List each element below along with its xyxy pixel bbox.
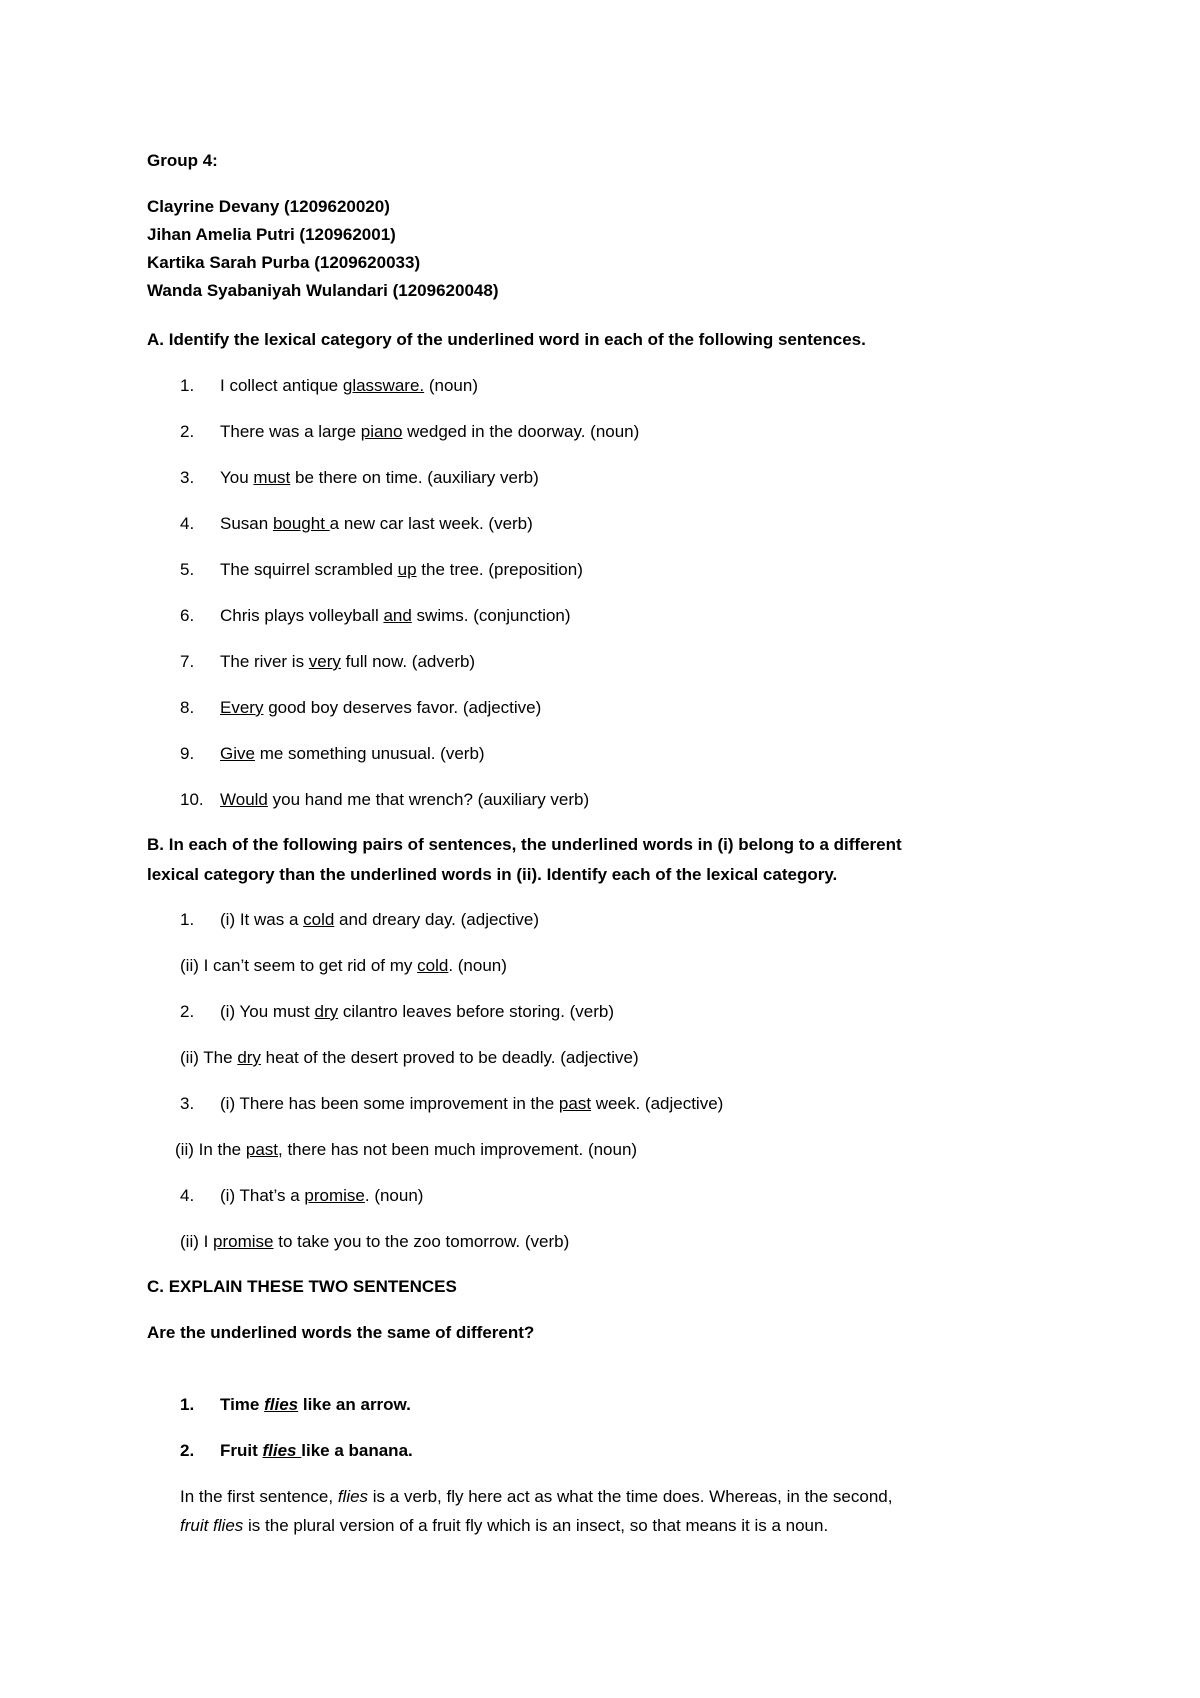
item-number: 1.	[180, 376, 195, 395]
item-number: 5.	[180, 560, 195, 579]
sentence-text: I collect antique	[220, 376, 343, 395]
sentence-text: (ii) The	[180, 1048, 238, 1067]
pair-sentence-i	[180, 909, 539, 931]
pair-sentence-ii	[180, 955, 507, 977]
sentence-text: You	[220, 468, 254, 487]
member-name: Clayrine Devany (1209620020)	[147, 197, 390, 216]
sentence-text: Time	[220, 1395, 265, 1414]
item-number: 3.	[180, 1094, 195, 1113]
item-number: 4.	[180, 1186, 195, 1205]
list-item	[180, 789, 589, 811]
list-item	[180, 743, 485, 765]
item-number: 6.	[180, 606, 195, 625]
underlined-word: flies	[262, 1441, 302, 1460]
underlined-word: promise	[304, 1186, 365, 1205]
sentence-text: (ii) I can’t seem to get rid of my	[180, 956, 418, 975]
member-name: Jihan Amelia Putri (120962001)	[147, 225, 396, 244]
underlined-word: Give	[220, 744, 255, 763]
answer-italic-text: flies	[337, 1487, 369, 1506]
section-c-question: Are the underlined words the same of different?	[147, 1323, 535, 1342]
sentence-text: The river is	[220, 652, 309, 671]
sentence-text: (ii) I	[180, 1232, 214, 1251]
answer-italic-text: fruit flies	[180, 1516, 244, 1535]
sentence-text: swims. (conjunction)	[411, 606, 571, 625]
sentence-text: be there on time. (auxiliary verb)	[290, 468, 539, 487]
example-sentence	[180, 1440, 413, 1462]
underlined-word: bought	[272, 514, 330, 533]
underlined-word: cold	[417, 956, 449, 975]
member-name: Wanda Syabaniyah Wulandari (1209620048)	[147, 281, 499, 300]
item-number: 2.	[180, 422, 195, 441]
underlined-word: past	[245, 1140, 278, 1159]
list-item	[180, 467, 539, 489]
underlined-word: very	[308, 652, 341, 671]
sentence-text: . (noun)	[448, 956, 507, 975]
sentence-text: the tree. (preposition)	[416, 560, 583, 579]
sentence-text: like a banana.	[301, 1441, 413, 1460]
answer-text: is the plural version of a fruit fly which is an insect, so that means it is a noun.	[243, 1516, 829, 1535]
list-item	[180, 605, 571, 627]
sentence-text: , there has not been much improvement. (noun)	[278, 1140, 638, 1159]
sentence-text: me something unusual. (verb)	[254, 744, 485, 763]
item-number: 10.	[180, 790, 204, 809]
item-number: 7.	[180, 652, 195, 671]
item-number: 2.	[180, 1441, 195, 1460]
underlined-word: cold	[303, 910, 335, 929]
sentence-text: you hand me that wrench? (auxiliary verb)	[267, 790, 590, 809]
item-number: 1.	[180, 1395, 195, 1414]
sentence-text: The squirrel scrambled	[220, 560, 398, 579]
list-item	[180, 697, 541, 719]
item-number: 9.	[180, 744, 195, 763]
underlined-word: piano	[360, 422, 403, 441]
pair-sentence-ii	[180, 1231, 569, 1253]
section-b-heading: B. In each of the following pairs of sentences, the underlined words in (i) belong to a different	[147, 835, 902, 854]
underlined-word: dry	[237, 1048, 261, 1067]
item-number: 2.	[180, 1002, 195, 1021]
example-sentence	[180, 1394, 411, 1416]
pair-sentence-i	[180, 1093, 723, 1115]
member-name: Kartika Sarah Purba (1209620033)	[147, 253, 421, 272]
list-item	[180, 375, 478, 397]
underlined-word: glassware.	[342, 376, 425, 395]
sentence-text: (i) It was a	[220, 910, 304, 929]
sentence-text: full now. (adverb)	[340, 652, 476, 671]
sentence-text: (ii) In the	[175, 1140, 246, 1159]
underlined-word: promise	[213, 1232, 274, 1251]
underlined-word: dry	[314, 1002, 339, 1021]
answer-paragraph-line	[180, 1486, 892, 1508]
sentence-text: There was a large	[220, 422, 361, 441]
answer-text: is a verb, fly here act as what the time does. Whereas, in the second,	[368, 1487, 893, 1506]
sentence-text: (i) There has been some improvement in the	[220, 1094, 559, 1113]
sentence-text: to take you to the zoo tomorrow. (verb)	[273, 1232, 570, 1251]
section-c-heading: C. EXPLAIN THESE TWO SENTENCES	[147, 1277, 457, 1296]
list-item	[180, 651, 475, 673]
sentence-text: and dreary day. (adjective)	[334, 910, 540, 929]
sentence-text: Fruit	[220, 1441, 263, 1460]
answer-paragraph-line	[180, 1515, 828, 1537]
sentence-text: . (noun)	[364, 1186, 424, 1205]
section-b-heading: lexical category than the underlined words in (ii). Identify each of the lexical category.	[147, 865, 838, 884]
underlined-word: up	[397, 560, 417, 579]
pair-sentence-i	[180, 1001, 614, 1023]
answer-text: In the first sentence,	[180, 1487, 338, 1506]
sentence-text: wedged in the doorway. (noun)	[402, 422, 640, 441]
item-number: 1.	[180, 910, 195, 929]
item-number: 3.	[180, 468, 195, 487]
sentence-text: (noun)	[424, 376, 478, 395]
list-item	[180, 421, 639, 443]
sentence-text: week. (adjective)	[591, 1094, 724, 1113]
underlined-word: must	[253, 468, 291, 487]
sentence-text: heat of the desert proved to be deadly. (adjective)	[260, 1048, 639, 1067]
sentence-text: (i) You must	[220, 1002, 315, 1021]
sentence-text: cilantro leaves before storing. (verb)	[338, 1002, 615, 1021]
list-item	[180, 513, 533, 535]
pair-sentence-i	[180, 1185, 423, 1207]
pair-sentence-ii	[180, 1047, 639, 1069]
underlined-word: and	[383, 606, 412, 625]
underlined-word: past	[558, 1094, 592, 1113]
sentence-text: (i) That’s a	[220, 1186, 305, 1205]
sentence-text: good boy deserves favor. (adjective)	[263, 698, 542, 717]
group-label: Group 4:	[147, 151, 218, 170]
sentence-text: like an arrow.	[298, 1395, 411, 1414]
sentence-text: a new car last week. (verb)	[329, 514, 533, 533]
item-number: 8.	[180, 698, 195, 717]
section-a-heading: A. Identify the lexical category of the underlined word in each of the following sentences.	[147, 330, 866, 349]
underlined-word: Every	[220, 698, 264, 717]
underlined-word: Would	[220, 790, 268, 809]
sentence-text: Susan	[220, 514, 273, 533]
pair-sentence-ii	[175, 1139, 637, 1161]
sentence-text: Chris plays volleyball	[220, 606, 384, 625]
underlined-word: flies	[264, 1395, 299, 1414]
list-item	[180, 559, 583, 581]
item-number: 4.	[180, 514, 195, 533]
